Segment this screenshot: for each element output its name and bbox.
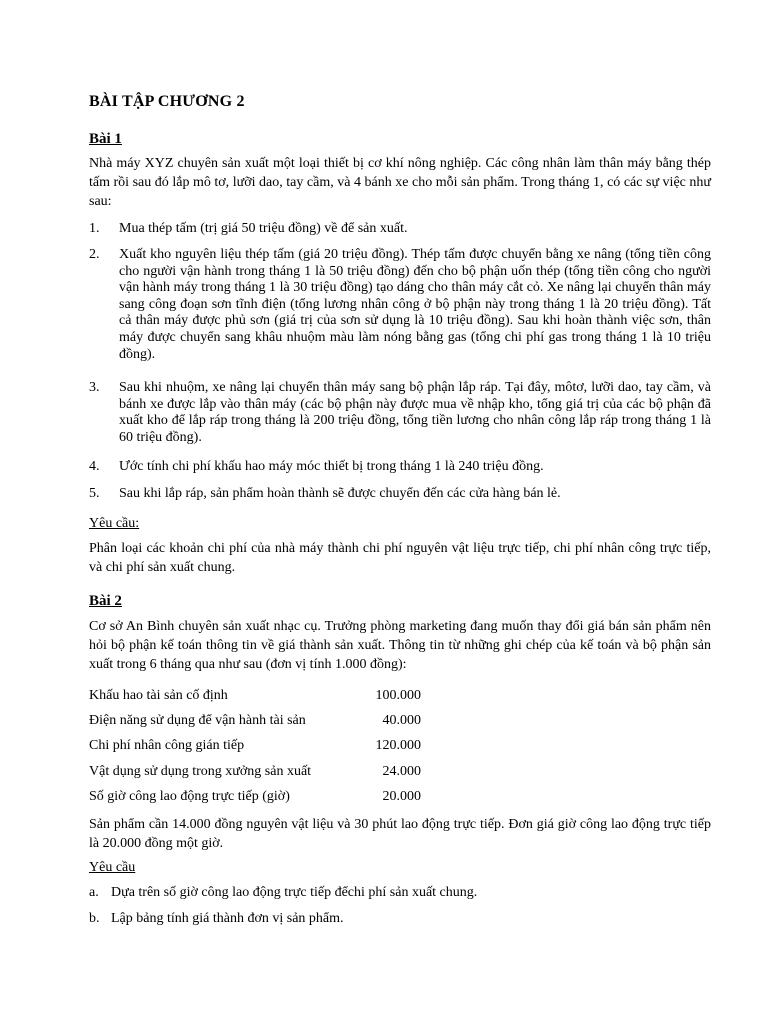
cost-label: Vật dụng sử dụng trong xưởng sản xuất <box>89 763 312 779</box>
list-item-number: 2. <box>89 247 100 262</box>
requirement-text: Dựa trên số giờ công lao động trực tiếp đểchi phí sản xuất chung. <box>111 885 478 900</box>
table-row <box>89 734 421 759</box>
list-item <box>89 221 711 238</box>
list-item-text: Sau khi lắp ráp, sản phẩm hoàn thành sẽ được chuyển đến các cửa hàng bán lẻ. <box>119 486 561 501</box>
list-item-number: 5. <box>89 486 100 501</box>
list-item <box>89 486 711 503</box>
list-item-text: Xuất kho nguyên liệu thép tấm (giá 20 triệu đồng). Thép tấm được chuyển bằng xe nâng (tổng tiền công cho người vận hành trong tháng 1 là 50 triệu đồng) đến cho bộ phận uốn thép (tổng tiền công cho người vận hành máy trong tháng 1 là 30 triệu đồng) tạo dáng cho thân máy cắt cỏ. Xe nâng lại chuyển thân máy sang công đoạn sơn tĩnh điện (tổng lương nhân công ở bộ phận này trong tháng 1 là 20 triệu đồng). Tất cả thân máy được phủ sơn (giá trị của sơn sử dụng là 10 triệu đồng). Sau khi hoàn thành việc sơn, thân máy được chuyển sang khâu nhuộm màu làm nóng bằng gas (tổng chi phí gas trong tháng 1 là 10 triệu đồng). <box>119 247 711 362</box>
cost-table <box>89 683 421 810</box>
exercise-2-intro: Cơ sở An Bình chuyên sản xuất nhạc cụ. Trưởng phòng marketing đang muốn thay đổi giá bán sản phẩm nên hỏi bộ phận kế toán thông tin về giá thành sản xuất. Thông tin từ những ghi chép của kế toán và bộ phận sản xuất trong 6 tháng qua như sau (đơn vị tính 1.000 đồng): <box>89 619 711 672</box>
list-item <box>89 247 711 363</box>
requirement-text: Lập bảng tính giá thành đơn vị sản phẩm. <box>111 911 344 926</box>
cost-label: Khấu hao tài sản cố định <box>89 687 228 703</box>
cost-value: 120.000 <box>375 738 421 754</box>
table-row <box>89 683 421 708</box>
exercise-2-requirement-label: Yêu cầu <box>89 860 136 875</box>
list-item <box>89 380 711 446</box>
cost-value: 100.000 <box>375 687 421 703</box>
cost-label: Số giờ công lao động trực tiếp (giờ) <box>89 789 290 805</box>
cost-label: Chi phí nhân công gián tiếp <box>89 738 245 754</box>
list-item-text: Ước tính chi phí khấu hao máy móc thiết bị trong tháng 1 là 240 triệu đồng. <box>119 459 544 474</box>
table-row <box>89 759 421 784</box>
cost-value: 24.000 <box>382 763 421 779</box>
list-item-text: Mua thép tấm (trị giá 50 triệu đồng) về để sản xuất. <box>119 221 408 236</box>
list-item <box>89 459 711 476</box>
table-row <box>89 785 421 810</box>
exercise-2-note: Sản phẩm cần 14.000 đồng nguyên vật liệu và 30 phút lao động trực tiếp. Đơn giá giờ công lao động trực tiếp là 20.000 đồng một giờ. <box>89 817 711 851</box>
table-row <box>89 708 421 733</box>
exercise-1-intro: Nhà máy XYZ chuyên sản xuất một loại thiết bị cơ khí nông nghiệp. Các công nhân làm thân máy bằng thép tấm rồi sau đó lắp mô tơ, lưỡi dao, tay cầm, và 4 bánh xe cho mỗi sản phẩm. Trong tháng 1, có các sự việc như sau: <box>89 156 711 209</box>
document-title: BÀI TẬP CHƯƠNG 2 <box>89 93 245 110</box>
list-item-number: 3. <box>89 380 100 395</box>
requirement-letter: b. <box>89 911 100 926</box>
cost-value: 20.000 <box>382 789 421 805</box>
exercise-1-requirement-label: Yêu cầu: <box>89 516 140 531</box>
exercise-1-heading: Bài 1 <box>89 131 122 147</box>
cost-value: 40.000 <box>382 713 421 729</box>
exercise-2-heading: Bài 2 <box>89 593 122 609</box>
list-item-text: Sau khi nhuộm, xe nâng lại chuyển thân máy sang bộ phận lắp ráp. Tại đây, môtơ, lưỡi dao, tay cầm, và bánh xe được lắp vào thân máy (các bộ phận này được mua về nhập kho, tổng giá trị của các bộ phận đã xuất kho để lắp ráp trong tháng là 200 triệu đồng, tổng tiền lương cho nhân công lắp ráp trong tháng 1 là 60 triệu đồng). <box>119 380 711 445</box>
cost-label: Điện năng sử dụng để vận hành tài sản <box>89 713 306 729</box>
exercise-1-requirement-text: Phân loại các khoản chi phí của nhà máy thành chi phí nguyên vật liệu trực tiếp, chi phí nhân công trực tiếp, và chi phí sản xuất chung. <box>89 541 711 575</box>
list-item-number: 1. <box>89 221 100 236</box>
requirement-letter: a. <box>89 885 99 900</box>
list-item-number: 4. <box>89 459 100 474</box>
